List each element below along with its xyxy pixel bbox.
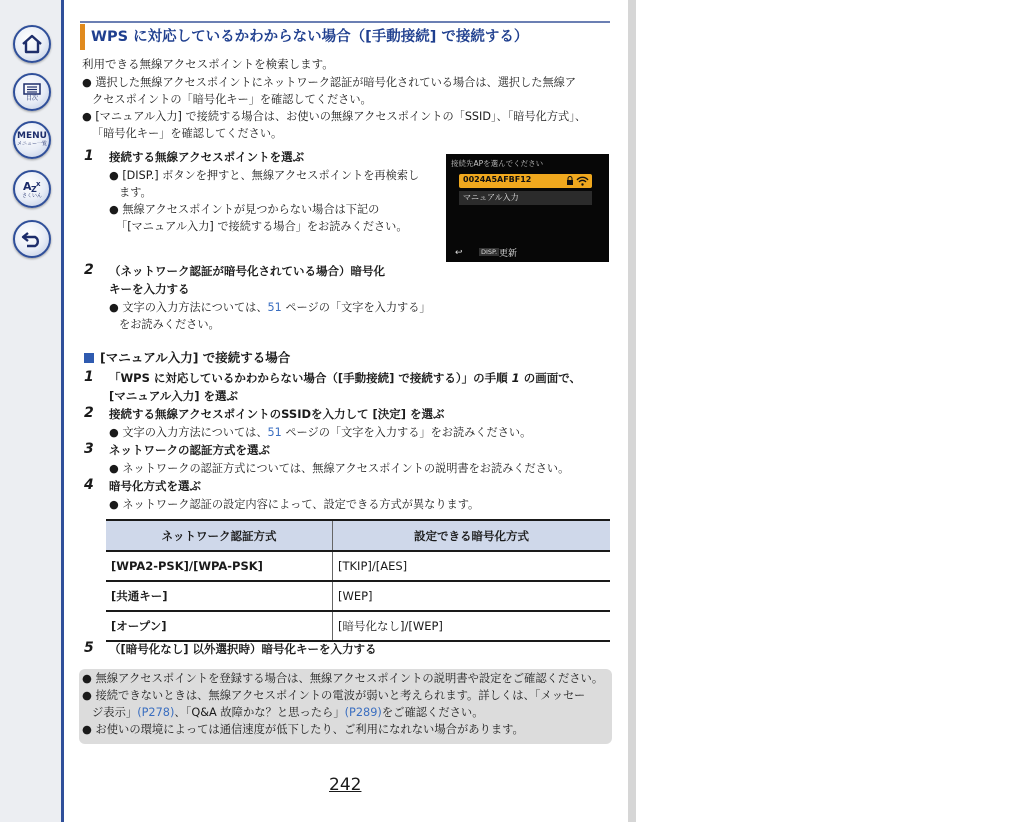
step-number: 2 (84, 262, 94, 278)
screen-ap-ssid: 0024A5AFBF12 (463, 175, 532, 184)
page-edge (628, 0, 636, 822)
step-title: ネットワークの認証方式を選ぶ (109, 443, 270, 457)
step-title-cont: [マニュアル入力] を選ぶ (109, 389, 239, 403)
intro-bullet-cont: クセスポイントの「暗号化キー」を確認してください。 (92, 93, 372, 106)
step-number: 5 (84, 640, 94, 656)
svg-text:A: A (22, 179, 32, 193)
index-icon (22, 179, 42, 193)
step-title: 「WPS に対応しているかわからない場合（[手動接続] で接続する）」の手順 1 の画面で、 (109, 371, 581, 385)
step-number: 4 (84, 477, 94, 493)
step-title: 暗号化方式を選ぶ (109, 479, 201, 493)
step-bullet: ● 文字の入力方法については、51 ページの「文字を入力する」をお読みください。 (109, 426, 532, 439)
home-icon (21, 34, 43, 54)
step-bullet-cont: 「[マニュアル入力] で接続する場合」をお読みください。 (116, 220, 408, 233)
screen-disp-label: DISP. (481, 248, 498, 256)
table-cell: [WEP] (333, 581, 611, 611)
intro-bullet: ● [マニュアル入力] で接続する場合は、お使いの無線アクセスポイントの「SSID」、「暗号化方式」、 (82, 110, 587, 123)
table-cell: [共通キー] (106, 581, 333, 611)
menu-button[interactable] (13, 121, 51, 159)
svg-text:Z: Z (30, 184, 37, 193)
intro-bullet-cont: 「暗号化キー」を確認してください。 (92, 127, 283, 140)
table-row (106, 611, 610, 641)
table-header: ネットワーク認証方式 (106, 520, 333, 551)
notes-box (79, 669, 612, 744)
step-bullet: ● 無線アクセスポイントが見つからない場合は下記の (109, 203, 380, 216)
square-bullet-icon (84, 353, 94, 363)
note-item-cont: ジ表示」(P278)、「Q&A 故障かな？と思ったら」(P289)をご確認ください。 (92, 706, 484, 719)
encryption-table (106, 519, 610, 642)
table-row (106, 551, 610, 581)
intro-bullet: ● 選択した無線アクセスポイントにネットワーク認証が暗号化されている場合は、選択した無線ア (82, 76, 577, 89)
page-link-p289[interactable]: (P289) (344, 706, 382, 719)
note-item: ● 接続できないときは、無線アクセスポイントの電波が弱いと考えられます。詳しくは、「メッセー (82, 689, 586, 702)
contents-label: 目次 (25, 94, 38, 102)
heading-rule (80, 21, 610, 23)
index-button[interactable] (13, 170, 51, 208)
screen-ap-row (459, 174, 592, 188)
section-heading: WPS に対応しているかわからない場合（[手動接続] で接続する） (80, 24, 610, 50)
intro-text: 利用できる無線アクセスポイントを検索します。 (82, 57, 334, 71)
step-number: 1 (84, 148, 94, 164)
screen-manual-row (459, 191, 592, 205)
table-cell: [暗号化なし]/[WEP] (333, 611, 611, 641)
step-bullet: ● ネットワークの認証方式については、無線アクセスポイントの説明書をお読みください。 (109, 462, 570, 475)
menu-sub-label: メニュー一覧 (16, 141, 47, 147)
page-link-51[interactable]: 51 (267, 301, 282, 314)
table-cell: [WPA2-PSK]/[WPA-PSK] (106, 551, 333, 581)
step-bullet: ● ネットワーク認証の設定内容によって、設定できる方式が異なります。 (109, 498, 480, 511)
svg-text:x: x (35, 179, 41, 188)
step-bullet-cont: をお読みください。 (119, 318, 220, 331)
step-bullet: ● [DISP.] ボタンを押すと、無線アクセスポイントを再検索し (109, 169, 420, 182)
step-title-cont: キーを入力する (109, 282, 190, 296)
table-header-row (106, 520, 610, 551)
table-cell: [オープン] (106, 611, 333, 641)
menu-label: MENU (17, 131, 47, 141)
screen-manual-label: マニュアル入力 (463, 193, 519, 202)
back-button[interactable] (13, 220, 51, 258)
step-number: 1 (84, 369, 94, 385)
step-number: 3 (84, 441, 94, 457)
note-item: ● お使いの環境によっては通信速度が低下したり、ご利用になれない場合があります。 (82, 723, 524, 736)
lock-wifi-icon (566, 176, 590, 186)
step-bullet-cont: ます。 (119, 186, 152, 199)
screen-back-icon: ↩ (455, 248, 463, 258)
index-label: さくいん (21, 192, 42, 199)
contents-button[interactable] (13, 73, 51, 111)
side-nav-divider (61, 0, 64, 822)
screen-update-label: 更新 (499, 249, 518, 259)
back-arrow-icon (21, 230, 43, 248)
page-link-51[interactable]: 51 (267, 426, 282, 439)
step-title: 接続する無線アクセスポイントを選ぶ (109, 150, 305, 164)
table-cell: [TKIP]/[AES] (333, 551, 611, 581)
note-item: ● 無線アクセスポイントを登録する場合は、無線アクセスポイントの説明書や設定をご確認ください。 (82, 672, 604, 685)
page-link-p278[interactable]: (P278) (137, 706, 175, 719)
table-row (106, 581, 610, 611)
screen-title: 接続先APを選んでください (451, 159, 544, 168)
camera-screen-image (446, 154, 609, 262)
step-title: （[暗号化なし] 以外選択時）暗号化キーを入力する (109, 642, 377, 656)
step-bullet: ● 文字の入力方法については、51 ページの「文字を入力する」 (109, 301, 431, 314)
step-title: 接続する無線アクセスポイントのSSIDを入力して [決定] を選ぶ (109, 407, 445, 421)
table-header: 設定できる暗号化方式 (333, 520, 611, 551)
step-number: 2 (84, 405, 94, 421)
home-button[interactable] (13, 25, 51, 63)
list-icon (23, 83, 41, 95)
step-title: （ネットワーク認証が暗号化されている場合）暗号化 (109, 264, 385, 278)
subsection-heading: [マニュアル入力] で接続する場合 (84, 349, 290, 366)
page-number: 242 (329, 775, 362, 795)
